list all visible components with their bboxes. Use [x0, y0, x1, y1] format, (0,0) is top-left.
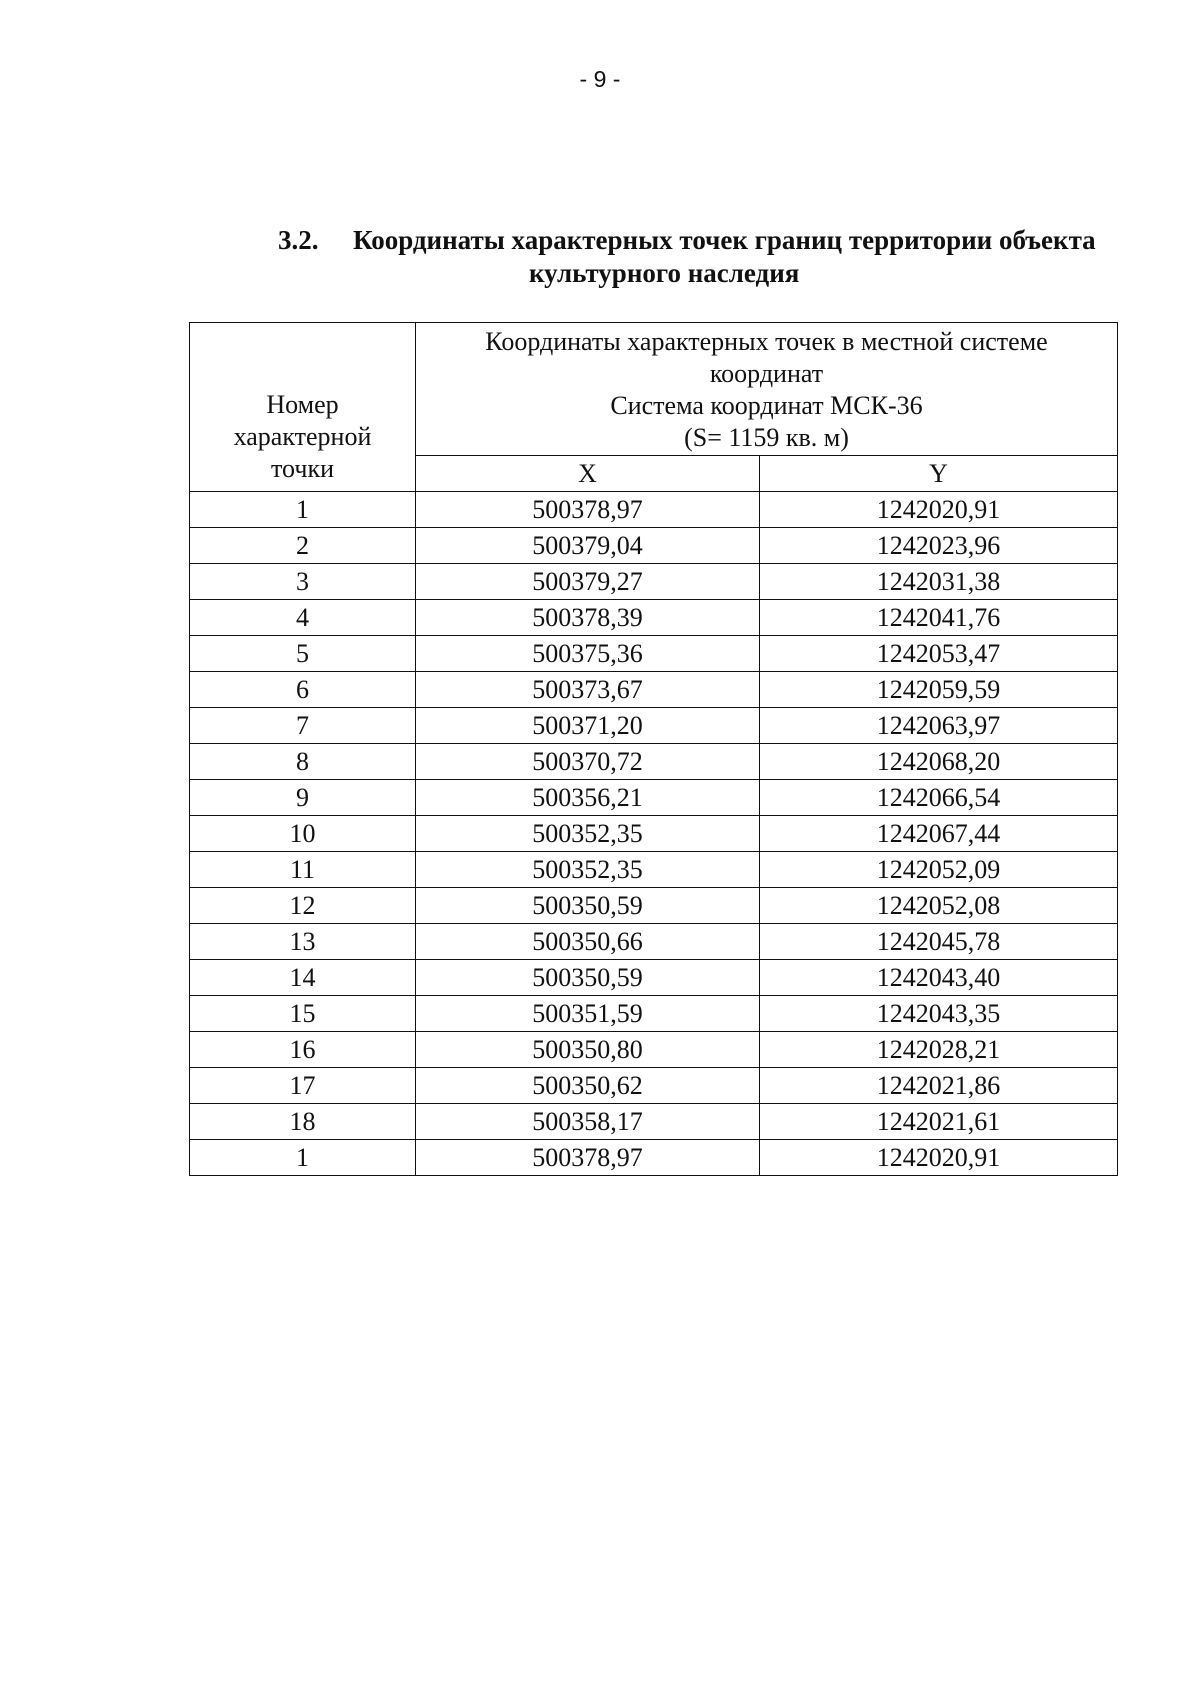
point-number-cell: 14	[190, 960, 416, 996]
point-number-cell: 3	[190, 564, 416, 600]
table-row	[190, 996, 1118, 1032]
group-header-line: (S= 1159 кв. м)	[684, 423, 849, 452]
point-number-cell: 8	[190, 744, 416, 780]
y-cell: 1242021,61	[760, 1104, 1118, 1140]
table-row	[190, 1068, 1118, 1104]
point-number-header-line: Номер	[266, 390, 339, 419]
x-cell: 500350,66	[416, 924, 760, 960]
table-row	[190, 924, 1118, 960]
y-cell: 1242063,97	[760, 708, 1118, 744]
group-header-line: Координаты характерных точек в местной системе	[485, 327, 1048, 356]
table-row	[190, 672, 1118, 708]
x-cell: 500371,20	[416, 708, 760, 744]
table-row	[190, 492, 1118, 528]
point-number-header-line: точки	[271, 454, 334, 483]
table-row	[190, 708, 1118, 744]
x-cell: 500378,97	[416, 1140, 760, 1176]
y-cell: 1242031,38	[760, 564, 1118, 600]
section-number: 3.2.	[278, 225, 319, 255]
coordinates-table	[189, 322, 1118, 1176]
x-cell: 500352,35	[416, 816, 760, 852]
point-number-cell: 12	[190, 888, 416, 924]
y-cell: 1242059,59	[760, 672, 1118, 708]
x-cell: 500378,39	[416, 600, 760, 636]
point-number-cell: 2	[190, 528, 416, 564]
x-cell: 500350,59	[416, 960, 760, 996]
heading-line-1	[278, 224, 1138, 257]
coordinates-group-header	[416, 323, 1118, 456]
table-row	[190, 528, 1118, 564]
point-number-cell: 1	[190, 1140, 416, 1176]
y-cell: 1242066,54	[760, 780, 1118, 816]
point-number-header-line: характерной	[233, 422, 372, 451]
y-cell: 1242052,08	[760, 888, 1118, 924]
x-cell: 500379,04	[416, 528, 760, 564]
heading-text-1: Координаты характерных точек границ территории объекта	[353, 225, 1096, 255]
y-cell: 1242053,47	[760, 636, 1118, 672]
heading-line-2: культурного наследия	[529, 258, 800, 288]
y-cell: 1242067,44	[760, 816, 1118, 852]
table-row	[190, 960, 1118, 996]
point-number-cell: 7	[190, 708, 416, 744]
y-cell: 1242021,86	[760, 1068, 1118, 1104]
y-cell: 1242068,20	[760, 744, 1118, 780]
point-number-cell: 10	[190, 816, 416, 852]
x-cell: 500350,80	[416, 1032, 760, 1068]
point-number-cell: 17	[190, 1068, 416, 1104]
y-column-header: Y	[760, 456, 1118, 492]
page-number: - 9 -	[579, 66, 621, 92]
x-cell: 500375,36	[416, 636, 760, 672]
table-row	[190, 1032, 1118, 1068]
point-number-cell: 15	[190, 996, 416, 1032]
table-row	[190, 816, 1118, 852]
table-row	[190, 888, 1118, 924]
y-cell: 1242045,78	[760, 924, 1118, 960]
point-number-cell: 1	[190, 492, 416, 528]
table-header-row	[190, 323, 1118, 456]
table-row	[190, 564, 1118, 600]
table-row	[190, 1104, 1118, 1140]
x-cell: 500378,97	[416, 492, 760, 528]
y-cell: 1242020,91	[760, 1140, 1118, 1176]
x-cell: 500373,67	[416, 672, 760, 708]
point-number-cell: 6	[190, 672, 416, 708]
group-header-line: координат	[709, 359, 824, 388]
y-cell: 1242020,91	[760, 492, 1118, 528]
table-row	[190, 744, 1118, 780]
x-cell: 500379,27	[416, 564, 760, 600]
group-header-line: Система координат МСК-36	[610, 391, 923, 420]
x-cell: 500351,59	[416, 996, 760, 1032]
x-cell: 500350,62	[416, 1068, 760, 1104]
x-cell: 500350,59	[416, 888, 760, 924]
table-row	[190, 852, 1118, 888]
y-cell: 1242028,21	[760, 1032, 1118, 1068]
table-row	[190, 636, 1118, 672]
point-number-cell: 9	[190, 780, 416, 816]
point-number-cell: 11	[190, 852, 416, 888]
y-cell: 1242043,40	[760, 960, 1118, 996]
table-row	[190, 780, 1118, 816]
table-row	[190, 600, 1118, 636]
table-row	[190, 1140, 1118, 1176]
x-cell: 500352,35	[416, 852, 760, 888]
point-number-cell: 5	[190, 636, 416, 672]
x-column-header: X	[416, 456, 760, 492]
point-number-cell: 4	[190, 600, 416, 636]
y-cell: 1242041,76	[760, 600, 1118, 636]
point-number-cell: 18	[190, 1104, 416, 1140]
x-cell: 500356,21	[416, 780, 760, 816]
y-cell: 1242052,09	[760, 852, 1118, 888]
section-heading	[278, 224, 1138, 290]
x-cell: 500370,72	[416, 744, 760, 780]
point-number-cell: 13	[190, 924, 416, 960]
point-number-cell: 16	[190, 1032, 416, 1068]
x-cell: 500358,17	[416, 1104, 760, 1140]
y-cell: 1242043,35	[760, 996, 1118, 1032]
y-cell: 1242023,96	[760, 528, 1118, 564]
point-number-header	[190, 323, 416, 492]
